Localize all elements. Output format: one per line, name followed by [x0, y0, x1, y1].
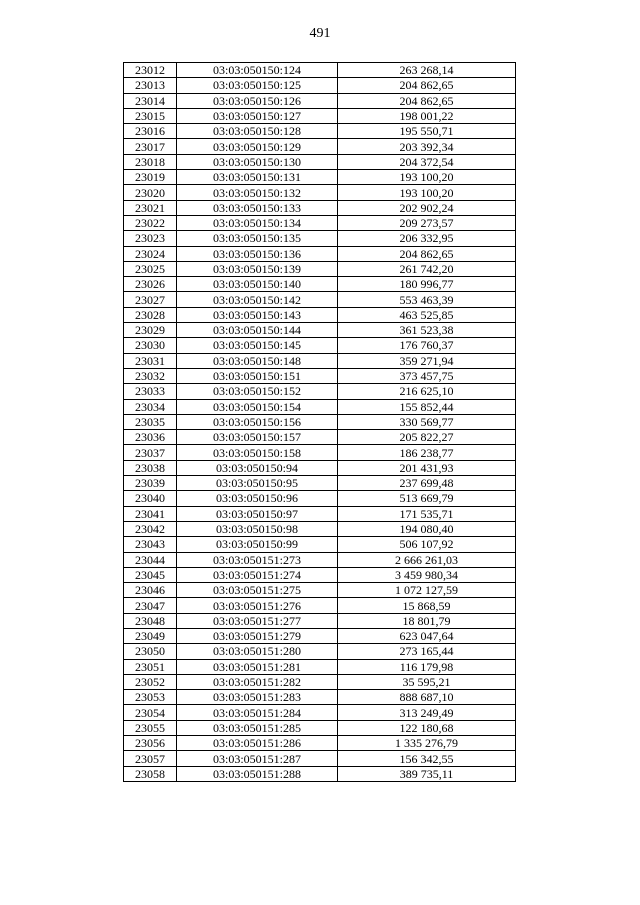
- row-number-cell: 23019: [124, 170, 177, 185]
- table-row: [124, 583, 516, 598]
- cadastral-number-cell: 03:03:050150:130: [177, 154, 338, 169]
- cadastral-number-cell: 03:03:050150:133: [177, 200, 338, 215]
- table-row: [124, 261, 516, 276]
- table-row: [124, 414, 516, 429]
- cadastral-number-cell: 03:03:050151:285: [177, 720, 338, 735]
- table-row: [124, 185, 516, 200]
- cadastral-number-cell: 03:03:050150:157: [177, 430, 338, 445]
- value-cell: 204 862,65: [338, 93, 516, 108]
- table-body: [124, 63, 516, 782]
- value-cell: 156 342,55: [338, 751, 516, 766]
- cadastral-number-cell: 03:03:050150:156: [177, 414, 338, 429]
- row-number-cell: 23023: [124, 231, 177, 246]
- row-number-cell: 23030: [124, 338, 177, 353]
- cadastral-number-cell: 03:03:050150:131: [177, 170, 338, 185]
- cadastral-number-cell: 03:03:050151:282: [177, 674, 338, 689]
- cadastral-number-cell: 03:03:050150:126: [177, 93, 338, 108]
- value-cell: 198 001,22: [338, 108, 516, 123]
- table-row: [124, 521, 516, 536]
- value-cell: 193 100,20: [338, 185, 516, 200]
- table-row: [124, 307, 516, 322]
- table-row: [124, 476, 516, 491]
- row-number-cell: 23031: [124, 353, 177, 368]
- value-cell: 35 595,21: [338, 674, 516, 689]
- cadastral-number-cell: 03:03:050150:142: [177, 292, 338, 307]
- cadastral-number-cell: 03:03:050150:125: [177, 78, 338, 93]
- table-row: [124, 124, 516, 139]
- table-row: [124, 613, 516, 628]
- row-number-cell: 23046: [124, 583, 177, 598]
- value-cell: 2 666 261,03: [338, 552, 516, 567]
- cadastral-number-cell: 03:03:050150:151: [177, 368, 338, 383]
- cadastral-number-cell: 03:03:050150:136: [177, 246, 338, 261]
- row-number-cell: 23027: [124, 292, 177, 307]
- table-row: [124, 170, 516, 185]
- value-cell: 116 179,98: [338, 659, 516, 674]
- value-cell: 206 332,95: [338, 231, 516, 246]
- value-cell: 194 080,40: [338, 521, 516, 536]
- row-number-cell: 23036: [124, 430, 177, 445]
- row-number-cell: 23026: [124, 277, 177, 292]
- row-number-cell: 23045: [124, 567, 177, 582]
- table-row: [124, 659, 516, 674]
- cadastral-number-cell: 03:03:050150:132: [177, 185, 338, 200]
- row-number-cell: 23041: [124, 506, 177, 521]
- cadastral-number-cell: 03:03:050151:284: [177, 705, 338, 720]
- row-number-cell: 23022: [124, 215, 177, 230]
- table-row: [124, 705, 516, 720]
- row-number-cell: 23034: [124, 399, 177, 414]
- table-row: [124, 537, 516, 552]
- row-number-cell: 23057: [124, 751, 177, 766]
- table-row: [124, 200, 516, 215]
- table-row: [124, 674, 516, 689]
- value-cell: 263 268,14: [338, 63, 516, 78]
- table-row: [124, 430, 516, 445]
- row-number-cell: 23020: [124, 185, 177, 200]
- row-number-cell: 23038: [124, 460, 177, 475]
- row-number-cell: 23012: [124, 63, 177, 78]
- cadastral-number-cell: 03:03:050150:128: [177, 124, 338, 139]
- cadastral-number-cell: 03:03:050151:283: [177, 690, 338, 705]
- value-cell: 18 801,79: [338, 613, 516, 628]
- value-cell: 463 525,85: [338, 307, 516, 322]
- cadastral-number-cell: 03:03:050150:95: [177, 476, 338, 491]
- value-cell: 201 431,93: [338, 460, 516, 475]
- table-row: [124, 445, 516, 460]
- row-number-cell: 23047: [124, 598, 177, 613]
- row-number-cell: 23055: [124, 720, 177, 735]
- table-row: [124, 93, 516, 108]
- table-row: [124, 384, 516, 399]
- row-number-cell: 23048: [124, 613, 177, 628]
- row-number-cell: 23043: [124, 537, 177, 552]
- cadastral-number-cell: 03:03:050151:286: [177, 736, 338, 751]
- table-row: [124, 154, 516, 169]
- row-number-cell: 23042: [124, 521, 177, 536]
- value-cell: 204 372,54: [338, 154, 516, 169]
- row-number-cell: 23037: [124, 445, 177, 460]
- row-number-cell: 23052: [124, 674, 177, 689]
- value-cell: 888 687,10: [338, 690, 516, 705]
- value-cell: 122 180,68: [338, 720, 516, 735]
- cadastral-number-cell: 03:03:050150:140: [177, 277, 338, 292]
- cadastral-number-cell: 03:03:050151:288: [177, 766, 338, 781]
- value-cell: 261 742,20: [338, 261, 516, 276]
- row-number-cell: 23032: [124, 368, 177, 383]
- row-number-cell: 23029: [124, 323, 177, 338]
- cadastral-value-table: [123, 62, 516, 782]
- cadastral-number-cell: 03:03:050150:94: [177, 460, 338, 475]
- value-cell: 1 335 276,79: [338, 736, 516, 751]
- value-cell: 171 535,71: [338, 506, 516, 521]
- table-row: [124, 736, 516, 751]
- row-number-cell: 23058: [124, 766, 177, 781]
- value-cell: 273 165,44: [338, 644, 516, 659]
- value-cell: 155 852,44: [338, 399, 516, 414]
- table-row: [124, 399, 516, 414]
- table-row: [124, 292, 516, 307]
- value-cell: 180 996,77: [338, 277, 516, 292]
- value-cell: 361 523,38: [338, 323, 516, 338]
- value-cell: 237 699,48: [338, 476, 516, 491]
- cadastral-number-cell: 03:03:050151:276: [177, 598, 338, 613]
- row-number-cell: 23028: [124, 307, 177, 322]
- row-number-cell: 23050: [124, 644, 177, 659]
- table-row: [124, 139, 516, 154]
- table-row: [124, 338, 516, 353]
- cadastral-number-cell: 03:03:050150:129: [177, 139, 338, 154]
- row-number-cell: 23040: [124, 491, 177, 506]
- cadastral-number-cell: 03:03:050150:144: [177, 323, 338, 338]
- table-row: [124, 78, 516, 93]
- cadastral-number-cell: 03:03:050150:139: [177, 261, 338, 276]
- table-row: [124, 215, 516, 230]
- cadastral-number-cell: 03:03:050150:127: [177, 108, 338, 123]
- row-number-cell: 23035: [124, 414, 177, 429]
- row-number-cell: 23044: [124, 552, 177, 567]
- cadastral-number-cell: 03:03:050150:134: [177, 215, 338, 230]
- row-number-cell: 23014: [124, 93, 177, 108]
- cadastral-number-cell: 03:03:050150:158: [177, 445, 338, 460]
- table-row: [124, 231, 516, 246]
- table-row: [124, 766, 516, 781]
- cadastral-number-cell: 03:03:050150:148: [177, 353, 338, 368]
- cadastral-number-cell: 03:03:050150:97: [177, 506, 338, 521]
- table-row: [124, 63, 516, 78]
- value-cell: 209 273,57: [338, 215, 516, 230]
- cadastral-number-cell: 03:03:050151:277: [177, 613, 338, 628]
- cadastral-number-cell: 03:03:050150:135: [177, 231, 338, 246]
- cadastral-number-cell: 03:03:050151:279: [177, 628, 338, 643]
- value-cell: 202 902,24: [338, 200, 516, 215]
- row-number-cell: 23053: [124, 690, 177, 705]
- value-cell: 623 047,64: [338, 628, 516, 643]
- cadastral-number-cell: 03:03:050151:274: [177, 567, 338, 582]
- value-cell: 203 392,34: [338, 139, 516, 154]
- table-row: [124, 628, 516, 643]
- table-row: [124, 277, 516, 292]
- value-cell: 205 822,27: [338, 430, 516, 445]
- value-cell: 1 072 127,59: [338, 583, 516, 598]
- table-row: [124, 491, 516, 506]
- value-cell: 359 271,94: [338, 353, 516, 368]
- row-number-cell: 23016: [124, 124, 177, 139]
- cadastral-number-cell: 03:03:050151:281: [177, 659, 338, 674]
- cadastral-number-cell: 03:03:050150:152: [177, 384, 338, 399]
- value-cell: 313 249,49: [338, 705, 516, 720]
- value-cell: 186 238,77: [338, 445, 516, 460]
- table-row: [124, 751, 516, 766]
- row-number-cell: 23024: [124, 246, 177, 261]
- table-row: [124, 598, 516, 613]
- value-cell: 3 459 980,34: [338, 567, 516, 582]
- table-row: [124, 506, 516, 521]
- cadastral-number-cell: 03:03:050150:98: [177, 521, 338, 536]
- value-cell: 204 862,65: [338, 246, 516, 261]
- cadastral-number-cell: 03:03:050150:145: [177, 338, 338, 353]
- row-number-cell: 23013: [124, 78, 177, 93]
- value-cell: 176 760,37: [338, 338, 516, 353]
- table-row: [124, 720, 516, 735]
- cadastral-number-cell: 03:03:050151:287: [177, 751, 338, 766]
- table-row: [124, 246, 516, 261]
- value-cell: 513 669,79: [338, 491, 516, 506]
- value-cell: 15 868,59: [338, 598, 516, 613]
- value-cell: 195 550,71: [338, 124, 516, 139]
- table-row: [124, 323, 516, 338]
- table-row: [124, 567, 516, 582]
- cadastral-number-cell: 03:03:050151:280: [177, 644, 338, 659]
- cadastral-number-cell: 03:03:050150:143: [177, 307, 338, 322]
- value-cell: 389 735,11: [338, 766, 516, 781]
- page-number: 491: [309, 26, 331, 41]
- value-cell: 193 100,20: [338, 170, 516, 185]
- table-row: [124, 353, 516, 368]
- row-number-cell: 23049: [124, 628, 177, 643]
- row-number-cell: 23039: [124, 476, 177, 491]
- value-cell: 204 862,65: [338, 78, 516, 93]
- cadastral-number-cell: 03:03:050150:99: [177, 537, 338, 552]
- row-number-cell: 23054: [124, 705, 177, 720]
- value-cell: 373 457,75: [338, 368, 516, 383]
- row-number-cell: 23015: [124, 108, 177, 123]
- cadastral-number-cell: 03:03:050150:96: [177, 491, 338, 506]
- table-row: [124, 552, 516, 567]
- table-row: [124, 368, 516, 383]
- row-number-cell: 23033: [124, 384, 177, 399]
- cadastral-number-cell: 03:03:050150:124: [177, 63, 338, 78]
- table-row: [124, 460, 516, 475]
- row-number-cell: 23056: [124, 736, 177, 751]
- row-number-cell: 23051: [124, 659, 177, 674]
- row-number-cell: 23017: [124, 139, 177, 154]
- row-number-cell: 23021: [124, 200, 177, 215]
- value-cell: 506 107,92: [338, 537, 516, 552]
- value-cell: 330 569,77: [338, 414, 516, 429]
- value-cell: 553 463,39: [338, 292, 516, 307]
- cadastral-number-cell: 03:03:050150:154: [177, 399, 338, 414]
- row-number-cell: 23025: [124, 261, 177, 276]
- table-row: [124, 644, 516, 659]
- row-number-cell: 23018: [124, 154, 177, 169]
- table-row: [124, 690, 516, 705]
- table-row: [124, 108, 516, 123]
- cadastral-number-cell: 03:03:050151:273: [177, 552, 338, 567]
- value-cell: 216 625,10: [338, 384, 516, 399]
- cadastral-number-cell: 03:03:050151:275: [177, 583, 338, 598]
